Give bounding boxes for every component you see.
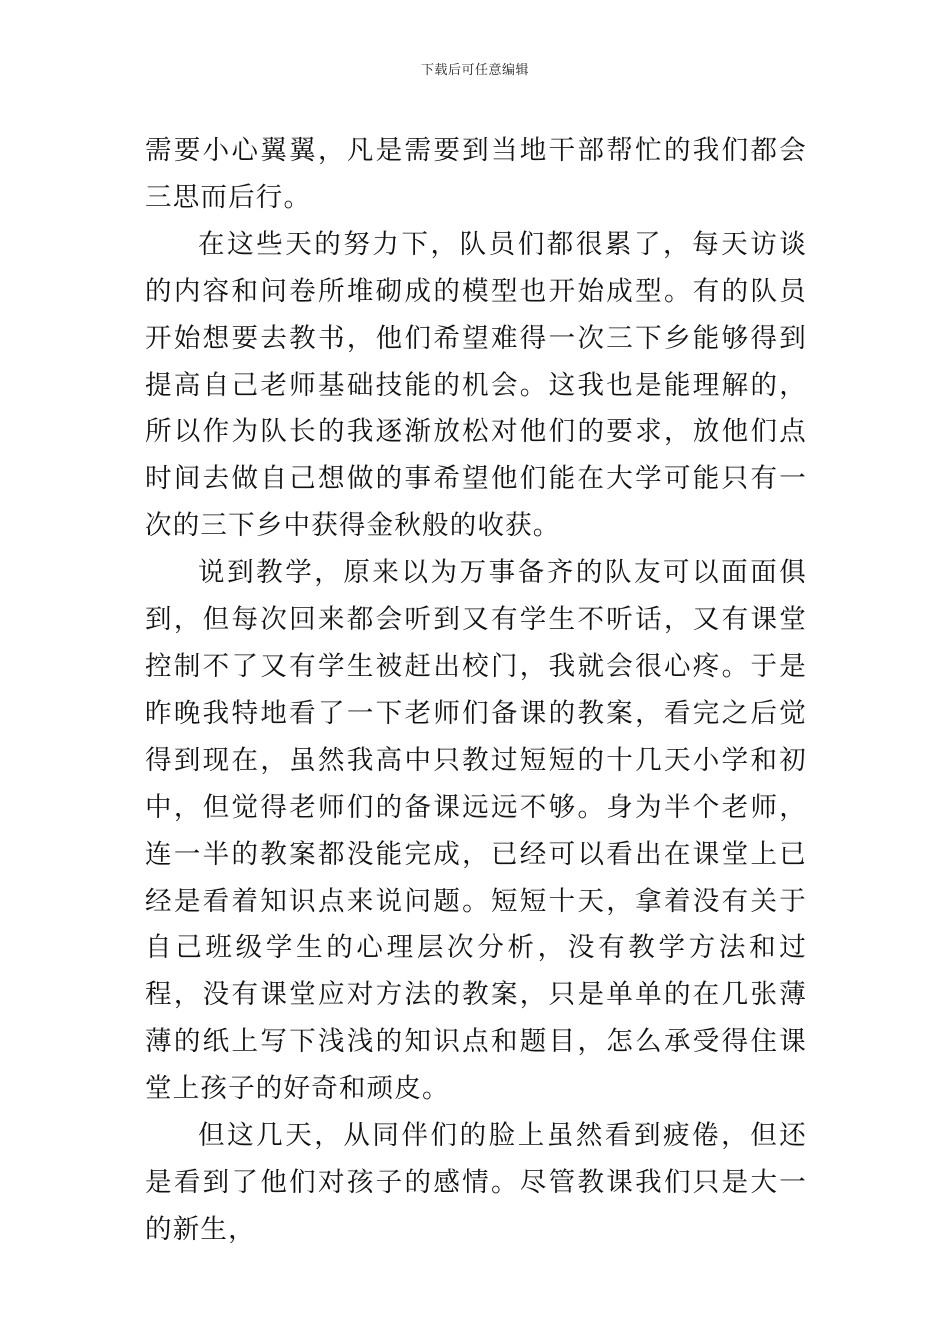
paragraph-2: 在这些天的努力下，队员们都很累了，每天访谈的内容和问卷所堆砌成的模型也开始成型。有的队员开始想要去教书，他们希望难得一次三下乡能够得到提高自己老师基础技能的机会。这我也是能理解的，所以作为队长的我逐渐放松对他们的要求，放他们点时间去做自己想做的事希望他们能在大学可能只有一次的三下乡中获得金秋般的收获。	[145, 228, 807, 542]
paragraph-3: 说到教学，原来以为万事备齐的队友可以面面俱到，但每次回来都会听到又有学生不听话，又有课堂控制不了又有学生被赶出校门，我就会很心疼。于是昨晚我特地看了一下老师们备课的教案，看完之后觉得到现在，虽然我高中只教过短短的十几天小学和初中，但觉得老师们的备课远远不够。身为半个老师，连一半的教案都没能完成，已经可以看出在课堂上已经是看着知识点来说问题。短短十天，拿着没有关于自己班级学生的心理层次分析，没有教学方法和过程，没有课堂应对方法的教案，只是单单的在几张薄薄的纸上写下浅浅的知识点和题目，怎么承受得住课堂上孩子的好奇和顽皮。	[145, 557, 807, 1105]
page-header: 下载后可任意编辑	[420, 63, 529, 78]
paragraph-1: 需要小心翼翼，凡是需要到当地干部帮忙的我们都会三思而后行。	[145, 135, 807, 213]
paragraph-4: 但这几天，从同伴们的脸上虽然看到疲倦，但还是看到了他们对孩子的感情。尽管教课我们只是大一的新生，	[145, 1120, 807, 1245]
document-body	[145, 128, 807, 1254]
